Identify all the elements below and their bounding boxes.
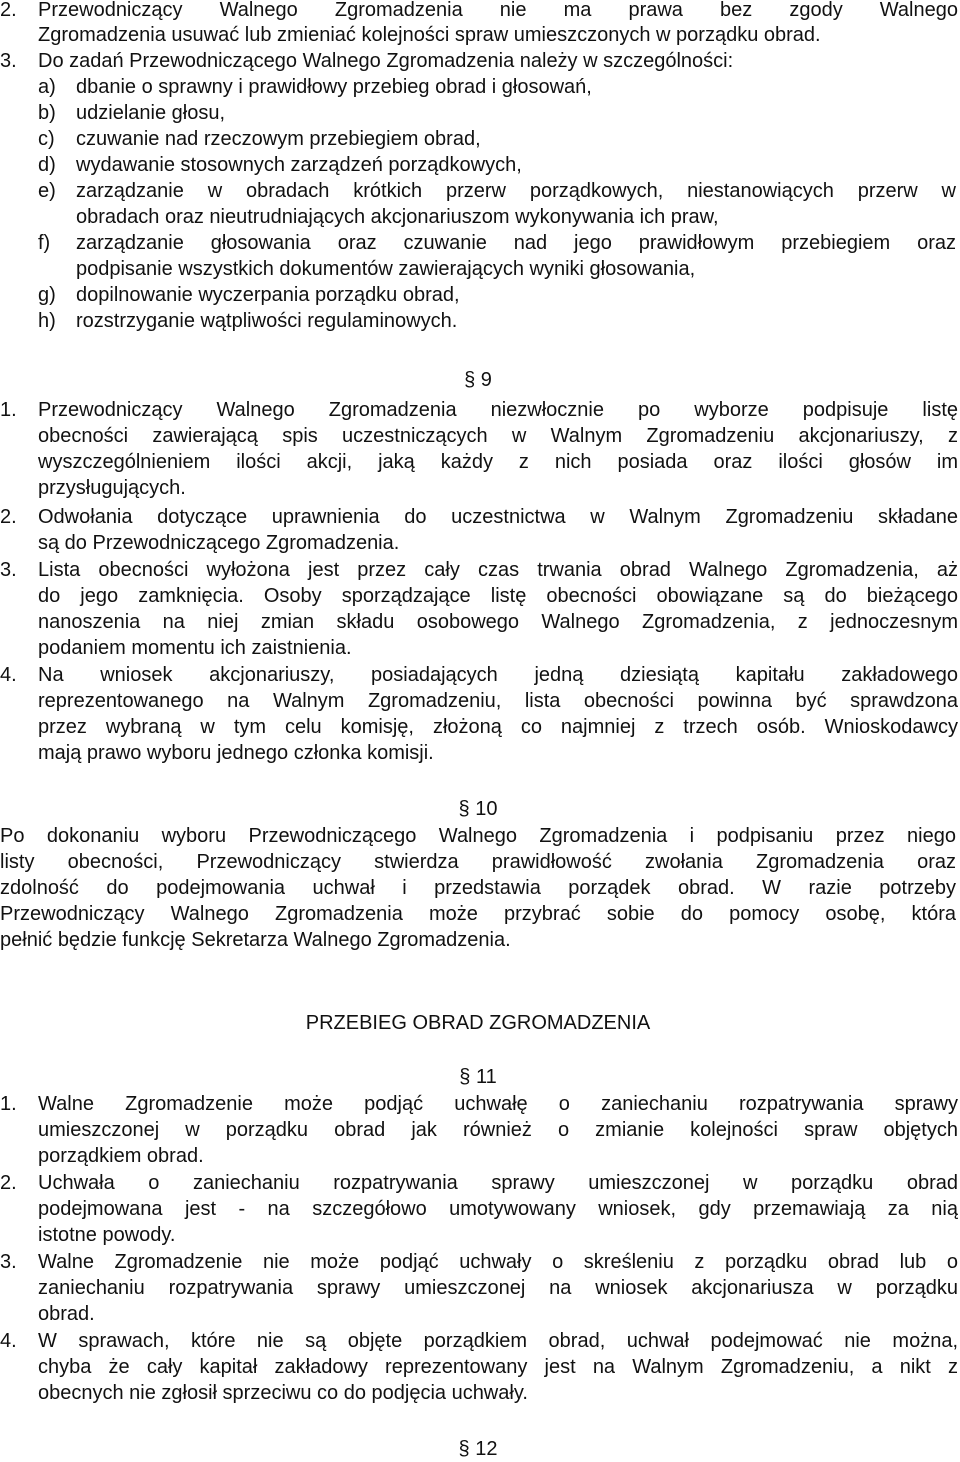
- paragraph-line: podaniem momentu ich zaistnienia.: [38, 637, 352, 659]
- sub-letter: c): [38, 128, 55, 150]
- paragraph-line: pełnić będzie funkcję Sekretarza Walnego Zgromadzenia.: [0, 929, 511, 951]
- paragraph-line: Lista obecności wyłożona jest przez cały czas trwania obrad Walnego Zgromadzenia, aż: [38, 559, 958, 581]
- paragraph-line: Uchwała o zaniechaniu rozpatrywania sprawy umieszczonej w porządku obrad: [38, 1172, 958, 1194]
- paragraph-line: Do zadań Przewodniczącego Walnego Zgromadzenia należy w szczególności:: [38, 50, 734, 72]
- paragraph-line: Walne Zgromadzenie może podjąć uchwałę o zaniechaniu rozpatrywania sprawy: [38, 1093, 958, 1115]
- item-number: 2.: [0, 0, 17, 21]
- paragraph-line: Odwołania dotyczące uprawnienia do uczestnictwa w Walnym Zgromadzeniu składane: [38, 506, 958, 528]
- chapter-heading: PRZEBIEG OBRAD ZGROMADZENIA: [305, 1012, 651, 1034]
- sub-text: czuwanie nad rzeczowym przebiegiem obrad,: [76, 128, 481, 150]
- paragraph-line: Na wniosek akcjonariuszy, posiadających jedną dziesiątą kapitału zakładowego: [38, 664, 958, 686]
- paragraph-line: obecności zawierającą spis uczestniczących w Walnym Zgromadzeniu akcjonariuszy, z: [38, 425, 958, 447]
- item-number: 4.: [0, 1330, 17, 1352]
- paragraph-line: obecnych nie zgłosił sprzeciwu co do podjęcia uchwały.: [38, 1382, 528, 1404]
- sub-item: [0, 230, 960, 256]
- sub-item: [0, 178, 960, 204]
- item-number: 1.: [0, 1093, 17, 1115]
- sub-text: wydawanie stosownych zarządzeń porządkowych,: [76, 154, 522, 176]
- paragraph-line: są do Przewodniczącego Zgromadzenia.: [38, 532, 400, 554]
- paragraph-line: przez wybraną w tym celu komisję, złożoną co najmniej z trzech osób. Wnioskodawcy: [38, 716, 958, 738]
- paragraph-line: W sprawach, które nie są objęte porządkiem obrad, uchwał podejmować nie można,: [38, 1330, 958, 1352]
- paragraph-line: reprezentowanego na Walnym Zgromadzeniu, lista obecności powinna być sprawdzona: [38, 690, 958, 712]
- paragraph-line: umieszczonej w porządku obrad jak również o zmianie kolejności spraw objętych: [38, 1119, 958, 1141]
- sub-text: udzielanie głosu,: [76, 102, 225, 124]
- paragraph-line: Zgromadzenia usuwać lub zmieniać kolejności spraw umieszczonych w porządku obrad.: [38, 24, 821, 46]
- section-heading: § 10: [458, 798, 498, 820]
- paragraph-line: mają prawo wyboru jednego członka komisji.: [38, 742, 434, 764]
- paragraph-line: nanoszenia na niej zmian składu osobowego Walnego Zgromadzenia, z jednoczesnym: [38, 611, 958, 633]
- paragraph-line: wyszczególnieniem ilości akcji, jaką każdy z nich posiada oraz ilości głosów im: [38, 451, 958, 473]
- sub-letter: d): [38, 154, 56, 176]
- paragraph-line: porządkiem obrad.: [38, 1145, 204, 1167]
- item-number: 3.: [0, 50, 17, 72]
- sub-text: zarządzanie w obradach krótkich przerw porządkowych, niestanowiących przerw w: [76, 180, 956, 202]
- item-number: 1.: [0, 399, 17, 421]
- sub-text: obradach oraz nieutrudniających akcjonariuszom wykonywania ich praw,: [76, 206, 719, 228]
- section-heading: § 11: [459, 1066, 497, 1088]
- sub-letter: g): [38, 284, 56, 306]
- section-heading: § 12: [458, 1438, 498, 1460]
- paragraph-line: obrad.: [38, 1303, 95, 1325]
- paragraph-line: podejmowana jest - na szczegółowo umotywowany wniosek, gdy przemawiają za nią: [38, 1198, 958, 1220]
- sub-text: rozstrzyganie wątpliwości regulaminowych.: [76, 310, 458, 332]
- sub-text: dbanie o sprawny i prawidłowy przebieg obrad i głosowań,: [76, 76, 592, 98]
- item-number: 4.: [0, 664, 17, 686]
- section-heading: § 9: [464, 369, 492, 391]
- paragraph-line: zdolność do podejmowania uchwał i przedstawia porządek obrad. W razie potrzeby: [0, 877, 956, 899]
- paragraph-line: do jego zamknięcia. Osoby sporządzające listę obecności obowiązane są do bieżącego: [38, 585, 958, 607]
- sub-text: podpisanie wszystkich dokumentów zawierających wyniki głosowania,: [76, 258, 696, 280]
- sub-text: dopilnowanie wyczerpania porządku obrad,: [76, 284, 460, 306]
- paragraph-line: chyba że cały kapitał zakładowy reprezentowany jest na Walnym Zgromadzeniu, a nikt z: [38, 1356, 958, 1378]
- sub-letter: f): [38, 232, 51, 254]
- paragraph-line: Przewodniczący Walnego Zgromadzenia niezwłocznie po wyborze podpisuje listę: [38, 399, 958, 421]
- item-number: 2.: [0, 1172, 17, 1194]
- sub-letter: b): [38, 102, 56, 124]
- sub-letter: a): [38, 76, 56, 98]
- paragraph-line: listy obecności, Przewodniczący stwierdza prawidłowość zwołania Zgromadzenia oraz: [0, 851, 956, 873]
- paragraph-line: Po dokonaniu wyboru Przewodniczącego Walnego Zgromadzenia i podpisaniu przez niego: [0, 825, 956, 847]
- paragraph-line: przysługujących.: [38, 477, 186, 499]
- item-number: 3.: [0, 1251, 17, 1273]
- paragraph-line: Walne Zgromadzenie nie może podjąć uchwały o skreśleniu z porządku obrad lub o: [38, 1251, 958, 1273]
- paragraph-line: zaniechaniu rozpatrywania sprawy umieszczonej na wniosek akcjonariusza w porządku: [38, 1277, 958, 1299]
- item-number: 3.: [0, 559, 17, 581]
- paragraph-line: Przewodniczący Walnego Zgromadzenia może przybrać sobie do pomocy osobę, która: [0, 903, 956, 925]
- sub-text: zarządzanie głosowania oraz czuwanie nad jego prawidłowym przebiegiem oraz: [76, 232, 956, 254]
- paragraph-line: istotne powody.: [38, 1224, 176, 1246]
- sub-letter: e): [38, 180, 56, 202]
- paragraph-line: Przewodniczący Walnego Zgromadzenia nie ma prawa bez zgody Walnego: [38, 0, 958, 21]
- sub-letter: h): [38, 310, 56, 332]
- item-number: 2.: [0, 506, 17, 528]
